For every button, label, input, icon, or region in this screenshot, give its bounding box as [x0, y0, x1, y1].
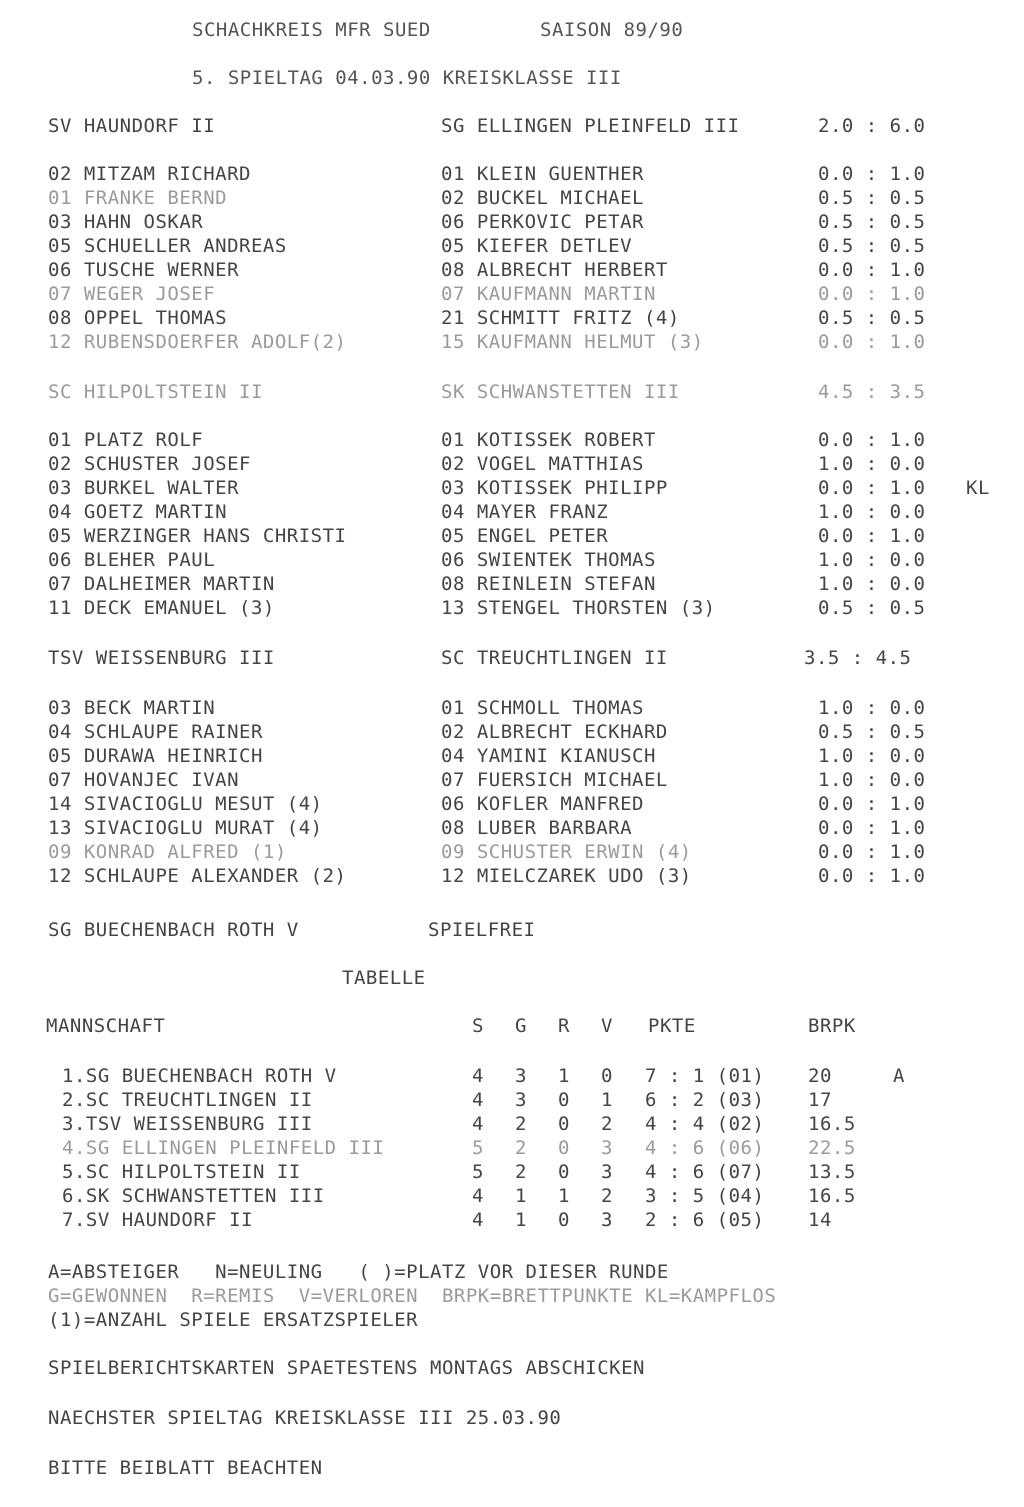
board-row	[0, 306, 1024, 330]
row-brpk: 13.5	[808, 1161, 856, 1183]
board-home-player: 05 DURAWA HEINRICH	[48, 745, 263, 767]
table-row	[0, 1112, 1024, 1136]
match-header	[0, 380, 1024, 404]
row-s: 4	[472, 1113, 484, 1135]
board-away-player: 06 KOFLER MANFRED	[441, 793, 644, 815]
row-g: 2	[515, 1113, 527, 1135]
match-home-team: SV HAUNDORF II	[48, 115, 216, 137]
board-away-player: 02 BUCKEL MICHAEL	[441, 187, 644, 209]
note-line	[0, 1456, 1024, 1480]
bye-line	[0, 918, 1024, 942]
board-away-player: 06 PERKOVIC PETAR	[441, 211, 644, 233]
board-result: 1.0 : 0.0	[818, 573, 926, 595]
row-v: 3	[601, 1137, 613, 1159]
row-pkte: 4 : 4 (02)	[645, 1113, 765, 1135]
match-away-team: SG ELLINGEN PLEINFELD III	[441, 115, 740, 137]
board-home-player: 07 WEGER JOSEF	[48, 283, 216, 305]
board-result: 1.0 : 0.0	[818, 453, 926, 475]
board-row	[0, 816, 1024, 840]
row-v: 1	[601, 1089, 613, 1111]
note-line	[0, 1356, 1024, 1380]
board-home-player: 11 DECK EMANUEL (3)	[48, 597, 275, 619]
bye-label: SPIELFREI	[428, 919, 536, 941]
board-result: 1.0 : 0.0	[818, 549, 926, 571]
row-pkte: 2 : 6 (05)	[645, 1209, 765, 1231]
table-title-line	[0, 966, 1024, 990]
table-row	[0, 1088, 1024, 1112]
row-team: 5.SC HILPOLTSTEIN II	[62, 1161, 301, 1183]
board-away-player: 08 ALBRECHT HERBERT	[441, 259, 668, 281]
board-away-player: 01 KLEIN GUENTHER	[441, 163, 644, 185]
board-row	[0, 210, 1024, 234]
board-result: 0.5 : 0.5	[818, 721, 926, 743]
board-away-player: 06 SWIENTEK THOMAS	[441, 549, 656, 571]
row-g: 1	[515, 1209, 527, 1231]
board-home-player: 01 PLATZ ROLF	[48, 429, 204, 451]
board-away-player: 04 YAMINI KIANUSCH	[441, 745, 656, 767]
row-team: 4.SG ELLINGEN PLEINFELD III	[62, 1137, 385, 1159]
board-row	[0, 258, 1024, 282]
board-result: 0.5 : 0.5	[818, 597, 926, 619]
board-result: 0.5 : 0.5	[818, 187, 926, 209]
board-row	[0, 744, 1024, 768]
board-home-player: 04 GOETZ MARTIN	[48, 501, 228, 523]
match-away-team: SK SCHWANSTETTEN III	[441, 381, 680, 403]
board-result: 0.0 : 1.0	[818, 259, 926, 281]
board-row	[0, 500, 1024, 524]
board-home-player: 03 BECK MARTIN	[48, 697, 216, 719]
board-away-player: 08 REINLEIN STEFAN	[441, 573, 656, 595]
board-result: 0.0 : 1.0	[818, 817, 926, 839]
note-text: NAECHSTER SPIELTAG KREISKLASSE III 25.03.90	[48, 1407, 562, 1429]
board-home-player: 05 SCHUELLER ANDREAS	[48, 235, 287, 257]
table-row	[0, 1136, 1024, 1160]
board-home-player: 02 MITZAM RICHARD	[48, 163, 251, 185]
row-pkte: 7 : 1 (01)	[645, 1065, 765, 1087]
board-row	[0, 792, 1024, 816]
board-result: 1.0 : 0.0	[818, 769, 926, 791]
board-result: 0.0 : 1.0	[818, 793, 926, 815]
board-away-player: 03 KOTISSEK PHILIPP	[441, 477, 668, 499]
board-result: 0.0 : 1.0	[818, 283, 926, 305]
row-v: 3	[601, 1161, 613, 1183]
table-header	[0, 1014, 1024, 1038]
row-pkte: 4 : 6 (07)	[645, 1161, 765, 1183]
row-v: 0	[601, 1065, 613, 1087]
note-text: SPIELBERICHTSKARTEN SPAETESTENS MONTAGS ABSCHICKEN	[48, 1357, 645, 1379]
row-brpk: 22.5	[808, 1137, 856, 1159]
board-row	[0, 696, 1024, 720]
row-brpk: 14	[808, 1209, 832, 1231]
row-brpk: 17	[808, 1089, 832, 1111]
table-row	[0, 1208, 1024, 1232]
board-away-player: 05 KIEFER DETLEV	[441, 235, 633, 257]
table-row	[0, 1064, 1024, 1088]
board-home-player: 14 SIVACIOGLU MESUT (4)	[48, 793, 323, 815]
board-note: KL	[966, 477, 990, 499]
board-row	[0, 524, 1024, 548]
board-row	[0, 720, 1024, 744]
row-s: 4	[472, 1185, 484, 1207]
board-away-player: 13 STENGEL THORSTEN (3)	[441, 597, 716, 619]
row-team: 7.SV HAUNDORF II	[62, 1209, 254, 1231]
note-line	[0, 1406, 1024, 1430]
row-r: 0	[558, 1137, 570, 1159]
col-header-s: S	[472, 1015, 484, 1037]
board-home-player: 06 BLEHER PAUL	[48, 549, 216, 571]
board-away-player: 12 MIELCZAREK UDO (3)	[441, 865, 692, 887]
col-header-g: G	[515, 1015, 527, 1037]
match-score: 3.5 : 4.5	[804, 647, 912, 669]
board-home-player: 04 SCHLAUPE RAINER	[48, 721, 263, 743]
board-away-player: 01 KOTISSEK ROBERT	[441, 429, 656, 451]
board-home-player: 13 SIVACIOGLU MURAT (4)	[48, 817, 323, 839]
match-away-team: SC TREUCHTLINGEN II	[441, 647, 668, 669]
board-row	[0, 864, 1024, 888]
col-header-team: MANNSCHAFT	[46, 1015, 166, 1037]
row-g: 2	[515, 1137, 527, 1159]
board-result: 0.5 : 0.5	[818, 307, 926, 329]
board-home-player: 12 SCHLAUPE ALEXANDER (2)	[48, 865, 347, 887]
row-v: 2	[601, 1113, 613, 1135]
row-r: 0	[558, 1113, 570, 1135]
col-header-brpk: BRPK	[808, 1015, 856, 1037]
table-row	[0, 1160, 1024, 1184]
match-score: 4.5 : 3.5	[818, 381, 926, 403]
board-away-player: 02 VOGEL MATTHIAS	[441, 453, 644, 475]
board-row	[0, 234, 1024, 258]
row-g: 3	[515, 1065, 527, 1087]
match-home-team: SC HILPOLTSTEIN II	[48, 381, 263, 403]
legend-line	[0, 1260, 1024, 1284]
match-score: 2.0 : 6.0	[818, 115, 926, 137]
row-pkte: 3 : 5 (04)	[645, 1185, 765, 1207]
board-away-player: 07 KAUFMANN MARTIN	[441, 283, 656, 305]
row-team: 3.TSV WEISSENBURG III	[62, 1113, 313, 1135]
legend-text: A=ABSTEIGER N=NEULING ( )=PLATZ VOR DIESER RUNDE	[48, 1261, 669, 1283]
board-row	[0, 768, 1024, 792]
board-result: 1.0 : 0.0	[818, 501, 926, 523]
board-away-player: 09 SCHUSTER ERWIN (4)	[441, 841, 692, 863]
col-header-r: R	[558, 1015, 570, 1037]
board-home-player: 05 WERZINGER HANS CHRISTI	[48, 525, 347, 547]
match-home-team: TSV WEISSENBURG III	[48, 647, 275, 669]
header-subtitle: 5. SPIELTAG 04.03.90 KREISKLASSE III	[192, 67, 622, 89]
board-away-player: 02 ALBRECHT ECKHARD	[441, 721, 668, 743]
document-subtitle-line	[0, 66, 1024, 90]
row-s: 4	[472, 1089, 484, 1111]
match-header	[0, 114, 1024, 138]
row-v: 3	[601, 1209, 613, 1231]
board-home-player: 08 OPPEL THOMAS	[48, 307, 228, 329]
board-row	[0, 840, 1024, 864]
header-season: SAISON 89/90	[540, 19, 684, 41]
row-s: 5	[472, 1161, 484, 1183]
board-row	[0, 548, 1024, 572]
board-result: 0.0 : 1.0	[818, 865, 926, 887]
row-s: 5	[472, 1137, 484, 1159]
board-row	[0, 476, 1024, 500]
row-team: 6.SK SCHWANSTETTEN III	[62, 1185, 325, 1207]
board-result: 0.5 : 0.5	[818, 235, 926, 257]
board-result: 1.0 : 0.0	[818, 697, 926, 719]
board-result: 0.0 : 1.0	[818, 841, 926, 863]
legend-line	[0, 1284, 1024, 1308]
row-team: 2.SC TREUCHTLINGEN II	[62, 1089, 313, 1111]
board-result: 0.0 : 1.0	[818, 331, 926, 353]
board-result: 0.0 : 1.0	[818, 525, 926, 547]
board-home-player: 02 SCHUSTER JOSEF	[48, 453, 251, 475]
table-title: TABELLE	[342, 967, 426, 989]
board-home-player: 07 HOVANJEC IVAN	[48, 769, 240, 791]
board-result: 0.0 : 1.0	[818, 477, 926, 499]
legend-line	[0, 1308, 1024, 1332]
row-s: 4	[472, 1209, 484, 1231]
board-result: 0.0 : 1.0	[818, 163, 926, 185]
board-result: 0.0 : 1.0	[818, 429, 926, 451]
row-pkte: 4 : 6 (06)	[645, 1137, 765, 1159]
col-header-v: V	[601, 1015, 613, 1037]
board-away-player: 15 KAUFMANN HELMUT (3)	[441, 331, 704, 353]
row-g: 1	[515, 1185, 527, 1207]
board-home-player: 03 BURKEL WALTER	[48, 477, 240, 499]
row-r: 1	[558, 1185, 570, 1207]
table-row	[0, 1184, 1024, 1208]
row-r: 0	[558, 1089, 570, 1111]
note-text: BITTE BEIBLATT BEACHTEN	[48, 1457, 323, 1479]
board-row	[0, 428, 1024, 452]
row-g: 3	[515, 1089, 527, 1111]
col-header-pkte: PKTE	[648, 1015, 696, 1037]
board-home-player: 01 FRANKE BERND	[48, 187, 228, 209]
board-home-player: 06 TUSCHE WERNER	[48, 259, 240, 281]
board-away-player: 07 FUERSICH MICHAEL	[441, 769, 668, 791]
board-away-player: 05 ENGEL PETER	[441, 525, 609, 547]
board-home-player: 09 KONRAD ALFRED (1)	[48, 841, 287, 863]
row-r: 0	[558, 1161, 570, 1183]
board-result: 0.5 : 0.5	[818, 211, 926, 233]
row-mark: A	[893, 1065, 905, 1087]
row-g: 2	[515, 1161, 527, 1183]
header-title: SCHACHKREIS MFR SUED	[192, 19, 431, 41]
board-row	[0, 186, 1024, 210]
row-v: 2	[601, 1185, 613, 1207]
row-brpk: 20	[808, 1065, 832, 1087]
bye-team: SG BUECHENBACH ROTH V	[48, 919, 299, 941]
legend-text: G=GEWONNEN R=REMIS V=VERLOREN BRPK=BRETTPUNKTE KL=KAMPFLOS	[48, 1285, 777, 1307]
board-home-player: 12 RUBENSDOERFER ADOLF(2)	[48, 331, 347, 353]
row-team: 1.SG BUECHENBACH ROTH V	[62, 1065, 337, 1087]
legend-text: (1)=ANZAHL SPIELE ERSATZSPIELER	[48, 1309, 419, 1331]
row-brpk: 16.5	[808, 1113, 856, 1135]
board-away-player: 21 SCHMITT FRITZ (4)	[441, 307, 680, 329]
row-r: 0	[558, 1209, 570, 1231]
row-pkte: 6 : 2 (03)	[645, 1089, 765, 1111]
board-home-player: 07 DALHEIMER MARTIN	[48, 573, 275, 595]
document-header	[0, 18, 1024, 42]
board-away-player: 04 MAYER FRANZ	[441, 501, 609, 523]
board-row	[0, 572, 1024, 596]
board-row	[0, 282, 1024, 306]
board-away-player: 01 SCHMOLL THOMAS	[441, 697, 644, 719]
board-row	[0, 452, 1024, 476]
row-r: 1	[558, 1065, 570, 1087]
board-result: 1.0 : 0.0	[818, 745, 926, 767]
board-away-player: 08 LUBER BARBARA	[441, 817, 633, 839]
board-row	[0, 596, 1024, 620]
row-brpk: 16.5	[808, 1185, 856, 1207]
row-s: 4	[472, 1065, 484, 1087]
board-row	[0, 162, 1024, 186]
match-header	[0, 646, 1024, 670]
board-row	[0, 330, 1024, 354]
board-home-player: 03 HAHN OSKAR	[48, 211, 204, 233]
